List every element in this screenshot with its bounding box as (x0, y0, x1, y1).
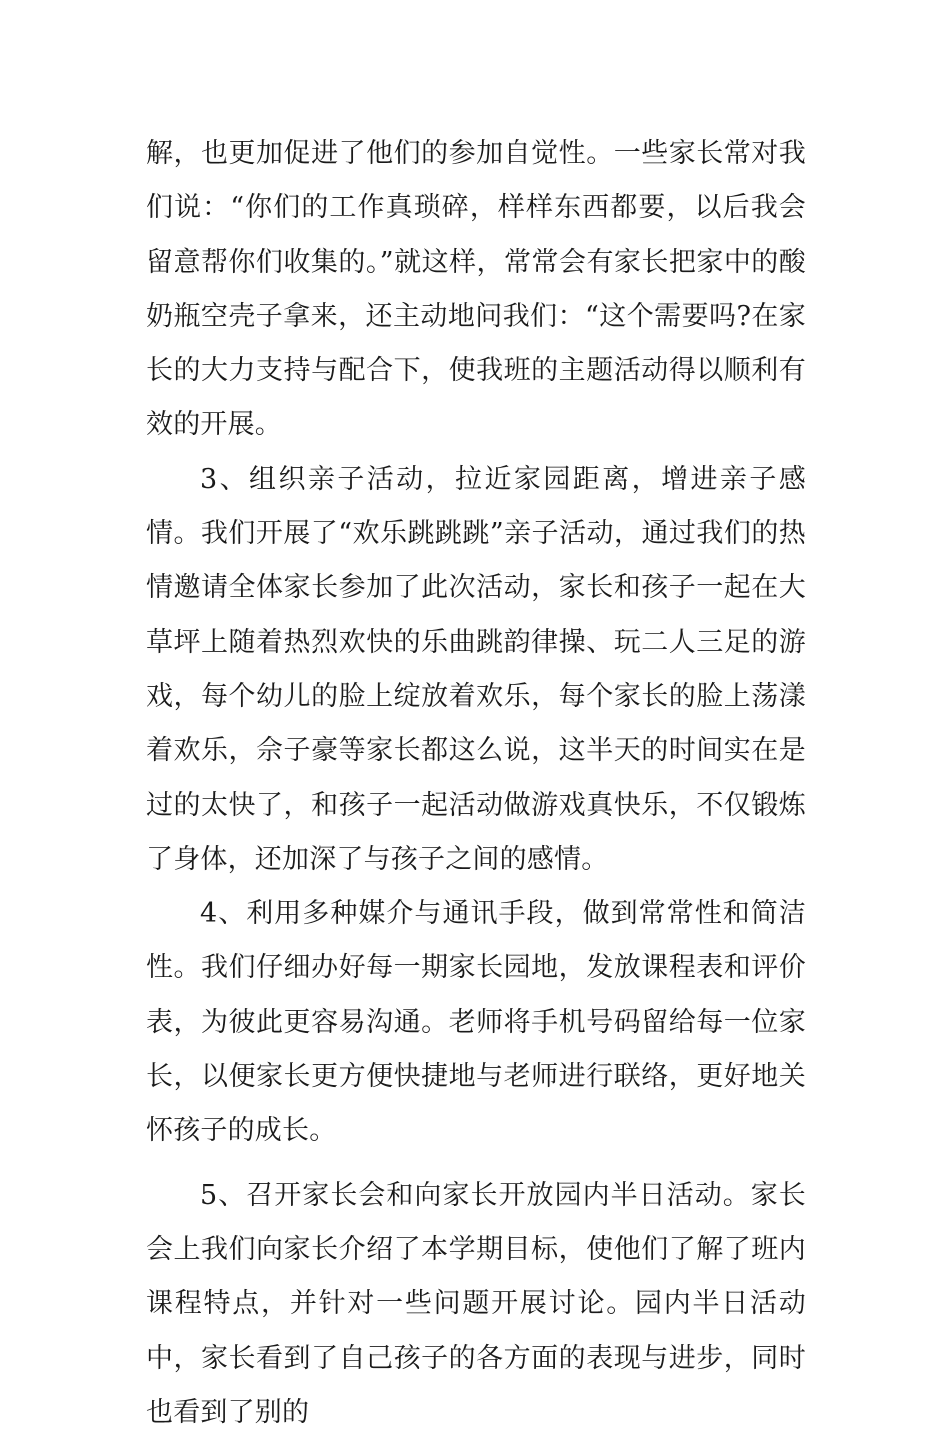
paragraph-communication-media: 4、利用多种媒介与通讯手段，做到常常性和简洁性。我们仔细办好每一期家长园地，发放课程表和评价表，为彼此更容易沟通。老师将手机号码留给每一位家长，以便家长更方便快捷地与老师进行联络，更好地关怀孩子的成长。 (146, 898, 806, 1147)
document-body (146, 127, 806, 1440)
paragraph-parent-meeting: 5、召开家长会和向家长开放园内半日活动。家长会上我们向家长介绍了本学期目标，使他们了解了班内课程特点，并针对一些问题开展讨论。园内半日活动中，家长看到了自己孩子的各方面的表现与进步，同时也看到了别的 (146, 1179, 806, 1428)
paragraph-parent-child-activity: 3、组织亲子活动，拉近家园距离，增进亲子感情。我们开展了“欢乐跳跳跳”亲子活动，通过我们的热情邀请全体家长参加了此次活动，家长和孩子一起在大草坪上随着热烈欢快的乐曲跳韵律操、玩二人三足的游戏，每个幼儿的脸上绽放着欢乐，每个家长的脸上荡漾着欢乐，佘子豪等家长都这么说，这半天的时间实在是过的太快了，和孩子一起活动做游戏真快乐，不仅锻炼了身体，还加深了与孩子之间的感情。 (146, 463, 806, 875)
paragraph-continuation: 解，也更加促进了他们的参加自觉性。一些家长常对我们说：“你们的工作真琐碎，样样东西都要，以后我会留意帮你们收集的。”就这样，常常会有家长把家中的酸奶瓶空壳子拿来，还主动地问我们：“这个需要吗?在家长的大力支持与配合下，使我班的主题活动得以顺利有效的开展。 (146, 138, 806, 441)
